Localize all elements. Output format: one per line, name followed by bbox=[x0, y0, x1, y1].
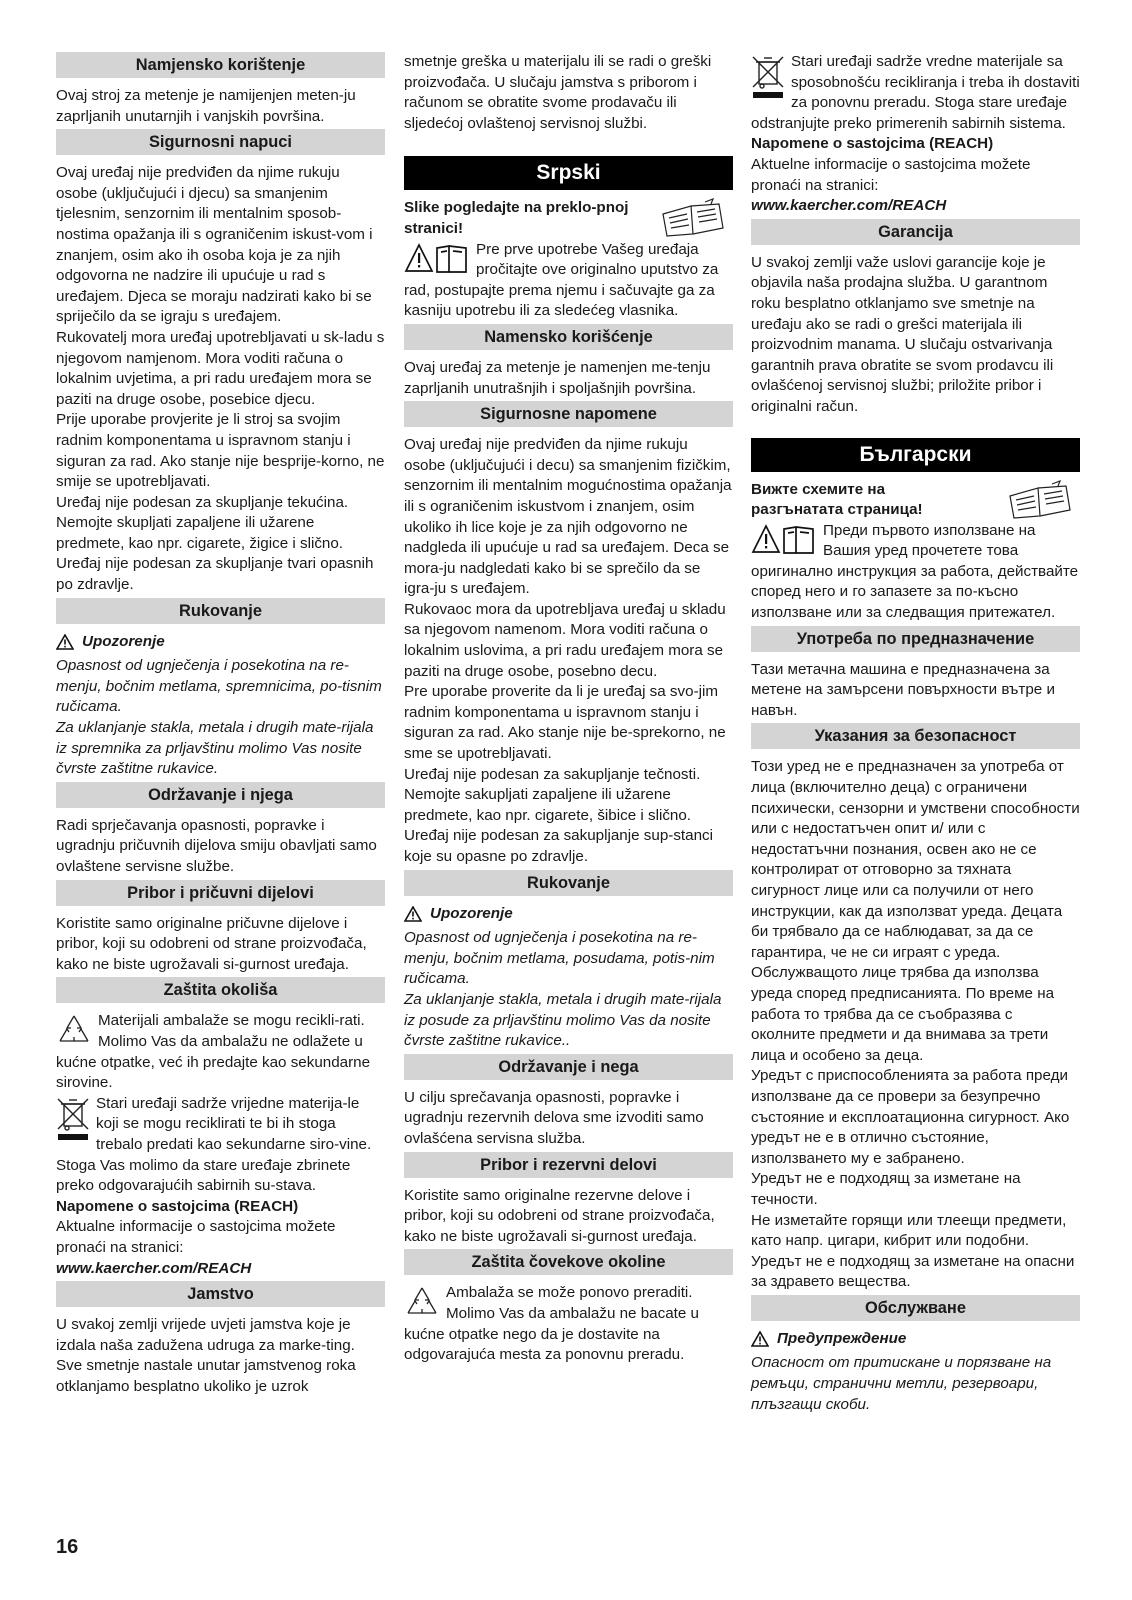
warning-label: Upozorenje bbox=[430, 904, 513, 922]
language-heading: Srpski bbox=[404, 156, 733, 190]
section-heading: Održavanje i njega bbox=[56, 782, 385, 808]
warning-title bbox=[404, 904, 733, 925]
read-manual-note bbox=[404, 240, 733, 322]
paragraph: Koristite samo originalne pričuvne dijelove i pribor, koji su odobreni od strane proizvođača, kako ne biste ugrožavali si-gurnost uređaja. bbox=[56, 914, 367, 973]
section-heading: Rukovanje bbox=[56, 598, 385, 624]
paragraph: Обслужващото лице трябва да използва уреда според предписанията. По време на работа то трябва да се съобразява с околните предмети и да внимава за трети лица и особено за деца. bbox=[751, 964, 1055, 1064]
paragraph: Ovaj stroj za metenje je namijenjen meten-ju zaprljanih unutarnjih i vanjskih površina. bbox=[56, 87, 356, 125]
manual-book-icon bbox=[404, 242, 470, 276]
open-book-pages-icon bbox=[1006, 480, 1074, 520]
section-heading: Garancija bbox=[751, 219, 1080, 245]
paragraph: Radi sprječavanja opasnosti, popravke i ugradnju pričuvnih dijelova smiju obavljati samo ovlaštene servisne službe. bbox=[56, 816, 377, 875]
paragraph: Уредът не е подходящ за изметане на опасни за здравето вещества. bbox=[751, 1252, 1075, 1291]
paragraph: Uređaj nije podesan za sakupljanje sup-stanci koje su opasne po zdravlje. bbox=[404, 827, 714, 865]
paragraph: Ovaj uređaj nije predviđen da njime rukuju osobe (uključujući i djecu) sa smanjenim tjelesnim, senzornim ili mentalnim sposob-nostima opažanja ili s ograničenim iskust-vom i znanjem, osim ako ih osoba koja je za njih odgovorna ne nadzire ili upućuje u rad s uređajem. Djeca se moraju nadzirati kako bi se spriječilo da se igraju s uređajem. bbox=[56, 164, 373, 326]
section-heading: Pribor i rezervni delovi bbox=[404, 1152, 733, 1178]
warning-label: Предупреждение bbox=[777, 1329, 907, 1347]
paragraph: Ovaj uređaj za metenje je namenjen me-tenju zaprljanih unutrašnjih i spoljašnjih površina. bbox=[404, 358, 711, 397]
recycle-note bbox=[56, 1011, 385, 1093]
section-heading: Održavanje i nega bbox=[404, 1054, 733, 1080]
section-heading: Zaštita okoliša bbox=[56, 977, 385, 1003]
weee-note bbox=[751, 52, 1080, 134]
paragraph: Преди първото използване на Вашия уред прочетете това оригинално инструкция за работа, действайте според него и го запазете за по-късно използване или за следващия притежател. bbox=[751, 521, 1079, 622]
crossed-bin-icon bbox=[56, 1096, 90, 1142]
paragraph: Uređaj nije podesan za skupljanje tvari opasnih po zdravlje. bbox=[56, 555, 374, 594]
column-serbian bbox=[404, 52, 733, 1366]
warning-text: Za uklanjanje stakla, metala i drugih mate-rijala iz spremnika za prljavštinu molimo Vas nosite čvrste zaštitne rukavice. bbox=[56, 719, 374, 778]
paragraph: Ambalaža se može ponovo preraditi. Molimo Vas da ambalažu ne bacate u kućne otpatke nego da je dostavite na odgovarajuća mesta za ponovnu preradu. bbox=[404, 1284, 699, 1364]
manual-book-icon bbox=[751, 523, 817, 557]
paragraph: Rukovaoc mora da upotrebljava uređaj u skladu sa njegovom namenom. Mora voditi računa o lokalnim uslovima, a pri radu uređajem mora se paziti na druge osobe, posebno decu. bbox=[404, 600, 726, 680]
paragraph: Nemojte sakupljati zapaljene ili užarene predmete, kao npr. cigarete, šibice i slično. bbox=[404, 786, 692, 824]
warning-text: Opasnost od ugnječenja i posekotina na re-menju, bočnim metlama, spremnicima, po-tisnim ručicama. bbox=[56, 657, 382, 716]
reach-title: Napomene o sastojcima (REACH) bbox=[751, 135, 994, 153]
crossed-bin-icon bbox=[751, 54, 785, 100]
section-heading: Namjensko korištenje bbox=[56, 52, 385, 78]
paragraph: Pre uporabe proverite da li je uređaj sa svo-jim radnim komponentama u ispravnom stanju i siguran za rad. Ako stanje nije be-sprekorno, ne sme se upotrebljavati. bbox=[404, 683, 726, 763]
section-heading: Namensko korišćenje bbox=[404, 324, 733, 350]
section-heading: Указания за безопасност bbox=[751, 723, 1080, 749]
warning-triangle-icon bbox=[56, 634, 74, 650]
pictures-note-text: Slike pogledajte na preklo-pnoj stranici! bbox=[404, 199, 629, 237]
paragraph: U cilju sprečavanja opasnosti, popravke i ugradnju rezervnih delova sme izvoditi samo ovlašćena servisna služba. bbox=[404, 1088, 704, 1147]
reach-link[interactable]: www.kaercher.com/REACH bbox=[56, 1259, 252, 1277]
warning-text: Za uklanjanje stakla, metala i drugih mate-rijala iz posude za prljavštinu molimo Vas da nosite čvrste zaštitne rukavice.. bbox=[404, 990, 722, 1050]
paragraph: Rukovatelj mora uređaj upotrebljavati u sk-ladu s njegovom namjenom. Mora voditi računa o lokalnim uvjetima, a pri radu uređajem mora se paziti na druge osobe, posebice djecu. bbox=[56, 328, 385, 408]
paragraph: Този уред не е предназначен за употреба от лица (включително деца) с ограничени психически, сензорни и умствени способности или с недостатъчен опит и/ или с недостатъчни познания, освен ако не се контролират от отговорно за тяхната сигурност лице или са получили от него инструкции, как да използват уреда. Децата би трябвало да се наблюдават, за да се гарантира, че не си играят с уреда. bbox=[751, 758, 1080, 961]
pictures-note bbox=[751, 480, 1080, 521]
reach-link[interactable]: www.kaercher.com/REACH bbox=[751, 197, 947, 215]
section-heading: Zaštita čovekove okoline bbox=[404, 1249, 733, 1275]
section-heading: Rukovanje bbox=[404, 870, 733, 896]
pictures-note bbox=[404, 198, 733, 239]
warning-label: Upozorenje bbox=[82, 632, 165, 650]
paragraph: Uređaj nije podesan za skupljanje tekućina. bbox=[56, 493, 349, 511]
page-number: 16 bbox=[56, 1536, 79, 1558]
section-heading: Pribor i pričuvni dijelovi bbox=[56, 880, 385, 906]
column-croatian bbox=[56, 52, 385, 1397]
recycle-icon bbox=[404, 1285, 440, 1319]
section-heading: Jamstvo bbox=[56, 1281, 385, 1307]
paragraph: Nemojte skupljati zapaljene ili užarene predmete, kao npr. cigarete, žigice i slično. bbox=[56, 514, 344, 552]
warning-text: Opasnost od ugnječenja i posekotina na re-menju, bočnim metlama, posudama, potis-nim ručicama. bbox=[404, 929, 715, 988]
section-heading: Употреба по предназначение bbox=[751, 626, 1080, 652]
warning-triangle-icon bbox=[751, 1331, 769, 1347]
language-heading: Български bbox=[751, 438, 1080, 472]
paragraph: Stari uređaji sadrže vredne materijale sa sposobnošću recikliranja i treba ih dostaviti za ponovnu preradu. Stoga stare uređaje odstranjujte preko primerenih sabirnih sistema. bbox=[751, 53, 1080, 132]
recycle-icon bbox=[56, 1013, 92, 1047]
paragraph: smetnje greška u materijalu ili se radi o greški proizvođača. U slučaju jamstva s priborom i računom se obratite svome prodavaču ili sljedećoj ovlaštenoj servisnoj službi. bbox=[404, 53, 712, 132]
paragraph: U svakoj zemlji važe uslovi garancije koje je objavila naša prodajna služba. U garantnom roku besplatno otklanjamo sve smetnje na uređaju ako se radi o grešci materijala ili proizvodnim manama. U slučaju ostvarivanja garantnih prava obratite se svom prodavcu ili ovlašćenoj servisnoj službi; priložite pribor i originalni račun. bbox=[751, 253, 1054, 415]
paragraph: Уредът с приспособленията за работа преди използване да се провери за безупречно състояние и експлоатационна сигурност. Ако уредът не е в отлично състояние, използването му е забранено. bbox=[751, 1067, 1070, 1167]
section-heading: Обслужване bbox=[751, 1295, 1080, 1321]
column-serbian-bulgarian bbox=[751, 52, 1080, 1415]
paragraph: Уредът не е подходящ за изметане на течности. bbox=[751, 1170, 1021, 1208]
paragraph: Uređaj nije podesan za sakupljanje tečnosti. bbox=[404, 765, 701, 783]
weee-note bbox=[56, 1094, 385, 1197]
paragraph: Aktualne informacije o sastojcima možete pronaći na stranici: bbox=[56, 1218, 336, 1256]
paragraph: Не изметайте горящи или тлеещи предмети, като напр. цигари, кибрит или подобни. bbox=[751, 1211, 1067, 1250]
section-heading: Sigurnosne napomene bbox=[404, 401, 733, 427]
paragraph: Materijali ambalaže se mogu recikli-rati. Molimo Vas da ambalažu ne odlažete u kućne otpatke, već ih predajte kao sekundarne sirovine. bbox=[56, 1012, 371, 1092]
warning-triangle-icon bbox=[404, 906, 422, 922]
section-heading: Sigurnosni napuci bbox=[56, 129, 385, 155]
pictures-note-text: Вижте схемите на разгънатата страница! bbox=[751, 480, 923, 519]
paragraph: Stari uređaji sadrže vrijedne materija-le koji se mogu reciklirati te bi ih stoga trebalo predati kao sekundarne siro-vine. Stoga Vas molimo da stare uređaje zbrinete preko odgovarajućih sabirnih su-stava. bbox=[56, 1094, 372, 1195]
paragraph: Koristite samo originalne rezervne delove i pribor, koji su odobreni od strane proizvođača, kako ne biste ugrožavali si-gurnost uređaja. bbox=[404, 1186, 715, 1245]
paragraph: Ovaj uređaj nije predviđen da njime rukuju osobe (uključujući i decu) sa smanjenim fizičkim, senzornim ili mentalnim mogućnostima opažanja ili s ograničenim iskustvom i znanjem, osim ukoliko ih lice koje je za njih odgovorno ne nadgleda ili upućuje u rad sa uređajem. Deca se mora-ju nadgledati kako bi se sprečilo da se igra-ju s uređajem. bbox=[404, 436, 732, 598]
read-manual-note bbox=[751, 521, 1080, 624]
warning-title bbox=[56, 632, 385, 653]
warning-title bbox=[751, 1329, 1080, 1350]
paragraph: Prije uporabe provjerite je li stroj sa svojim radnim komponentama u ispravnom stanju i siguran za rad. Ako stanje nije besprije-korno, ne smije se upotrebljavati. bbox=[56, 411, 385, 491]
recycle-note bbox=[404, 1283, 733, 1365]
paragraph: Pre prve upotrebe Vašeg uređaja pročitajte ove originalno uputstvo za rad, postupajte prema njemu i sačuvajte ga za kasniju upotrebu ili za sledećeg vlasnika. bbox=[404, 240, 719, 320]
warning-text: Опасност от притискане и порязване на ремъци, странични метли, резервоари, плъзгащи скоби. bbox=[751, 1354, 1052, 1413]
paragraph: U svakoj zemlji vrijede uvjeti jamstva koje je izdala naša zadužena udruga za marke-ting. Sve smetnje nastale unutar jamstvenog roka otklanjamo besplatno ukoliko je uzrok bbox=[56, 1316, 356, 1395]
open-book-pages-icon bbox=[659, 198, 727, 238]
paragraph: Тази метачна машина е предназначена за метене на замърсени повърхности вътре и навън. bbox=[751, 660, 1055, 719]
reach-title: Napomene o sastojcima (REACH) bbox=[56, 1197, 299, 1215]
paragraph: Aktuelne informacije o sastojcima možete pronaći na stranici: bbox=[751, 155, 1031, 194]
